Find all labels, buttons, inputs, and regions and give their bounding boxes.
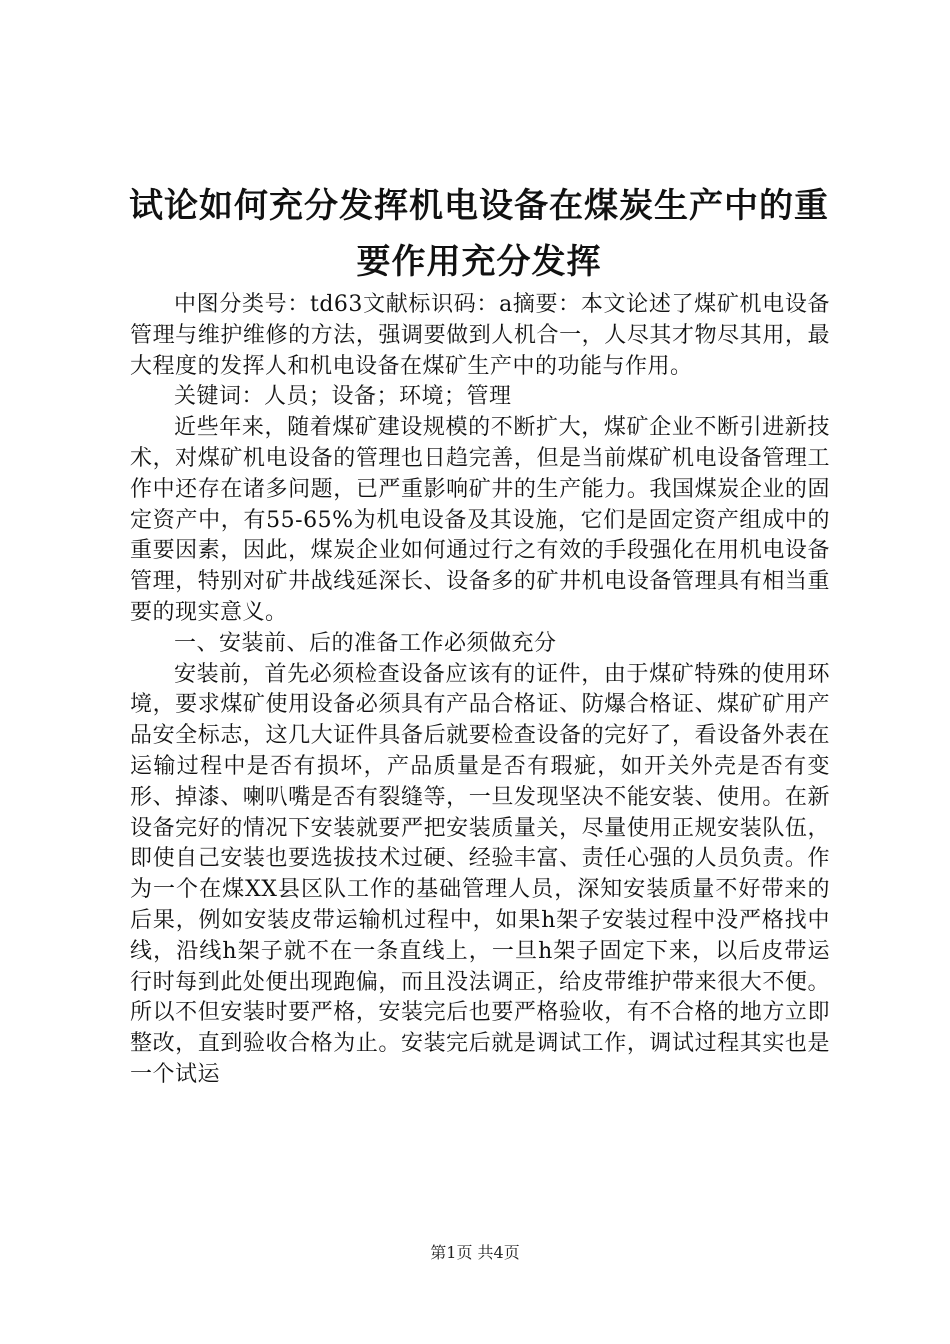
intro-paragraph: 近些年来，随着煤矿建设规模的不断扩大，煤矿企业不断引进新技术，对煤矿机电设备的管理也日趋完善，但是当前煤矿机电设备管理工作中还存在诸多问题，已严重影响矿井的生产能力。我国煤炭企业的固定资产中，有55-65%为机电设备及其设施，它们是固定资产组成中的重要因素，因此，煤炭企业如何通过行之有效的手段强化在用机电设备管理，特别对矿井战线延深长、设备多的矿井机电设备管理具有相当重要的现实意义。 [130,415,830,625]
abstract-paragraph: 中图分类号：td63文献标识码：a摘要：本文论述了煤矿机电设备管理与维护维修的方法，强调要做到人机合一，人尽其才物尽其用，最大程度的发挥人和机电设备在煤矿生产中的功能与作用。 [130,292,830,379]
document-title: 试论如何充分发挥机电设备在煤炭生产中的重要作用充分发挥 [129,186,829,282]
section-heading: 一、安装前、后的准备工作必须做充分 [174,630,557,656]
section-paragraph: 安装前，首先必须检查设备应该有的证件，由于煤矿特殊的使用环境，要求煤矿使用设备必须具有产品合格证、防爆合格证、煤矿矿用产品安全标志，这几大证件具备后就要检查设备的完好了，看设备外表在运输过程中是否有损坏，产品质量是否有瑕疵，如开关外壳是否有变形、掉漆、喇叭嘴是否有裂缝等，一旦发现坚决不能安装、使用。在新设备完好的情况下安装就要严把安装质量关，尽量使用正规安装队伍，即使自己安装也要选拔技术过硬、经验丰富、责任心强的人员负责。作为一个在煤XX县区队工作的基础管理人员，深知安装质量不好带来的后果，例如安装皮带运输机过程中，如果h架子安装过程中没严格找中线，沿线h架子就不在一条直线上，一旦h架子固定下来，以后皮带运行时每到此处便出现跑偏，而且没法调正，给皮带维护带来很大不便。所以不但安装时要严格，安装完后也要严格验收，有不合格的地方立即整改，直到验收合格为止。安装完后就是调试工作，调试过程其实也是一个试运 [130,661,830,1087]
page-footer: 第1页 共4页 [430,1243,520,1262]
keywords-line: 关键词：人员；设备；环境；管理 [174,384,512,410]
document-body [130,290,830,1091]
